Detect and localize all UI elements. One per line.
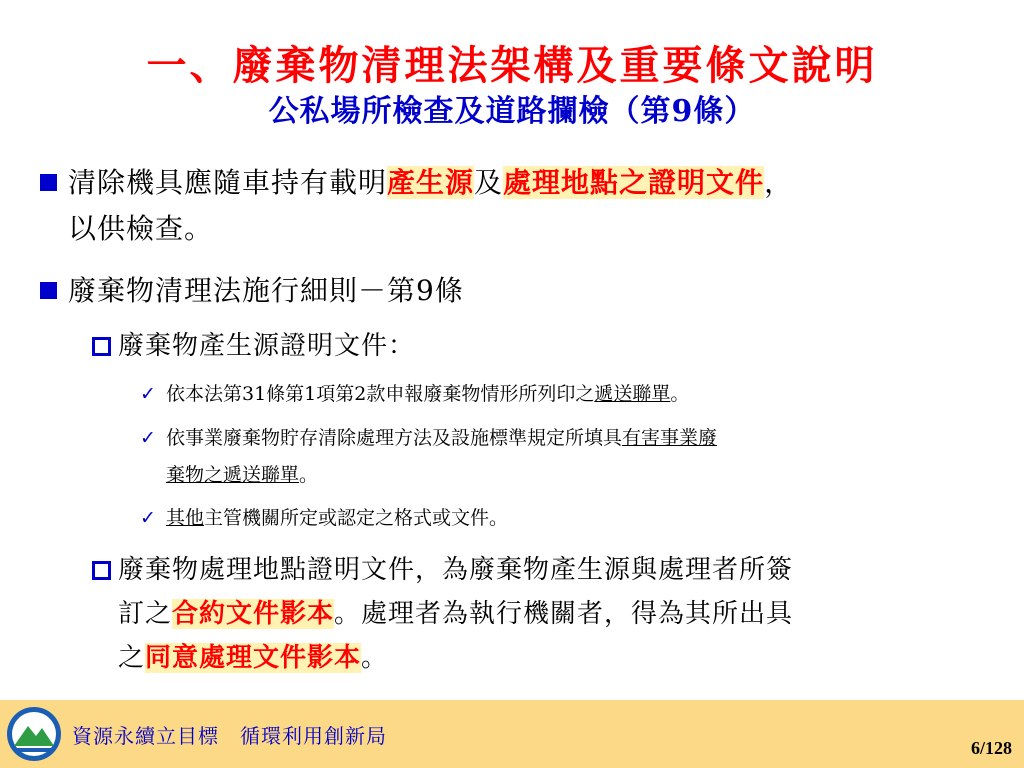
bullet-1-highlight-a: 產生源 bbox=[387, 166, 475, 199]
check-1-text-b: 。 bbox=[670, 383, 690, 405]
sub-bullet-2-line-3a: 之 bbox=[118, 643, 146, 673]
hollow-square-bullet-icon bbox=[92, 337, 111, 356]
bullet-1-line-2: 以供檢查。 bbox=[68, 212, 214, 245]
check-2-underlined-b: 棄物之遞送聯單 bbox=[166, 464, 300, 486]
sub-bullet-2-highlight-1: 合約文件影本 bbox=[172, 599, 335, 629]
bullet-1-text-b: 及 bbox=[474, 166, 504, 199]
check-2-text-b: 。 bbox=[299, 464, 319, 486]
check-2-underlined-a: 有害事業廢 bbox=[622, 427, 718, 449]
sub-bullet-2-highlight-2: 同意處理文件影本 bbox=[145, 643, 362, 673]
check-2-text-a: 依事業廢棄物貯存清除處理方法及設施標準規定所填具 bbox=[166, 427, 623, 449]
footer-slogan: 資源永續立目標 循環利用創新局 bbox=[72, 724, 387, 748]
page-number: 6/128 bbox=[970, 738, 1012, 758]
check-1-underlined: 遞送聯單 bbox=[594, 383, 671, 405]
page-title: 一、廢棄物清理法架構及重要條文說明 bbox=[146, 42, 878, 89]
check-1-text-a: 依本法第31條第1項第2款申報廢棄物情形所列印之 bbox=[166, 383, 595, 405]
square-bullet-icon bbox=[40, 174, 57, 191]
checkmark-icon: ✓ bbox=[140, 427, 156, 449]
footer-bar bbox=[0, 700, 1024, 768]
bullet-2-text: 廢棄物清理法施行細則－第9條 bbox=[68, 274, 464, 307]
bullet-1-text-c: ， bbox=[764, 166, 794, 199]
epa-mountain-logo-icon bbox=[6, 706, 62, 762]
check-3-text: 主管機關所定或認定之格式或文件。 bbox=[204, 507, 509, 529]
check-3-underlined: 其他 bbox=[166, 507, 205, 529]
sub-bullet-2-line-2b: 。處理者為執行機關者，得為其所出具 bbox=[334, 599, 794, 629]
sub-bullet-2-line-3b: 。 bbox=[361, 643, 389, 673]
page-subtitle: 公私場所檢查及道路攔檢（第9條） bbox=[268, 94, 756, 129]
hollow-square-bullet-icon bbox=[92, 561, 111, 580]
checkmark-icon: ✓ bbox=[140, 383, 156, 405]
sub-bullet-1-text: 廢棄物產生源證明文件： bbox=[118, 331, 416, 361]
bullet-1-highlight-b: 處理地點之證明文件 bbox=[503, 166, 765, 199]
sub-bullet-2-line-2a: 訂之 bbox=[118, 599, 173, 629]
square-bullet-icon bbox=[40, 282, 57, 299]
bullet-1-text-a: 清除機具應隨車持有載明 bbox=[68, 166, 388, 199]
checkmark-icon: ✓ bbox=[140, 507, 156, 529]
sub-bullet-2-line-1: 廢棄物處理地點證明文件，為廢棄物產生源與處理者所簽 bbox=[118, 555, 794, 585]
